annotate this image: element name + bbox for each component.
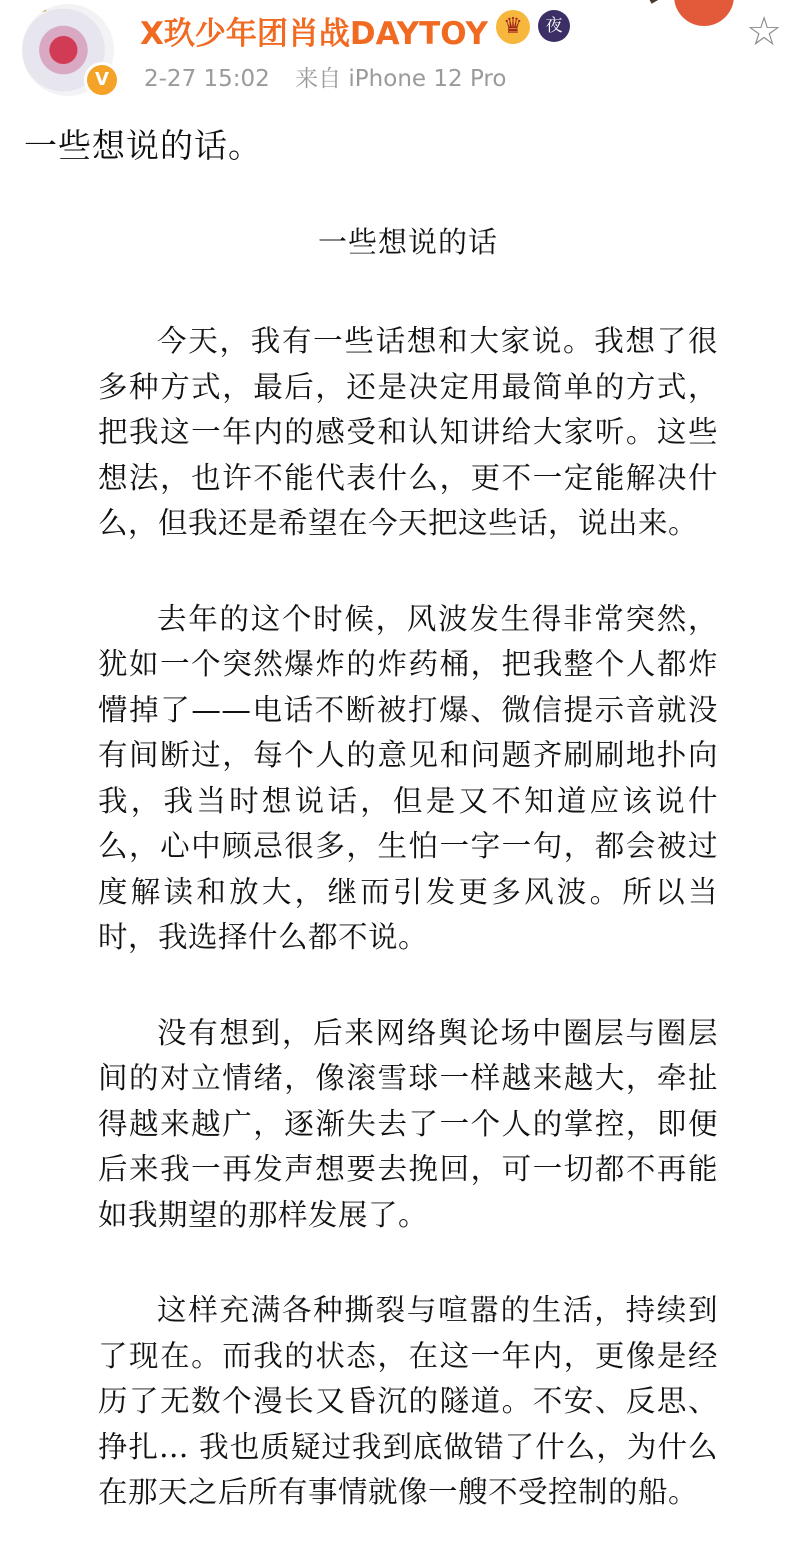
statement-paragraph: 今天，我有一些话想和大家说。我想了很多种方式，最后，还是决定用最简单的方式，把我这一年内的感受和认知讲给大家听。这些想法，也许不能代表什么，更不一定能解决什么，但我还是希望在今天把这些话，说出来。 [98,324,718,540]
statement-paragraph: 这样充满各种撕裂与喧嚣的生活，持续到了现在。而我的状态，在这一年内，更像是经历了无数个漫长又昏沉的隧道。不安、反思、挣扎... 我也质疑过我到底做错了什么，为什么在那天之后所有事情就像一艘不受控制的船。 [98,1293,718,1509]
favorite-star-icon[interactable]: ☆ [746,9,782,55]
statement-paragraph: 没有想到，后来网络舆论场中圈层与圈层间的对立情绪，像滚雪球一样越来越大，牵扯得越来越广，逐渐失去了一个人的掌控，即便后来我一再发声想要去挽回，可一切都不再能如我期望的那样发展了。 [98,1015,718,1232]
post-time: 2-27 15:02 [144,66,270,92]
night-badge-icon[interactable]: 夜 [538,10,570,42]
crown-badge-icon[interactable]: ♛ [496,10,530,44]
post-title: 一些想说的话。 [24,126,262,165]
post-header [0,0,800,110]
card-decoration-icon [642,0,742,40]
statement-heading: 一些想说的话 [317,225,498,259]
username[interactable]: X玖少年团肖战DAYTOY [140,16,488,52]
verified-badge-icon: V [84,62,120,98]
post-source: 来自 iPhone 12 Pro [295,66,507,92]
statement-image[interactable] [98,220,718,1566]
post-meta [144,60,506,93]
avatar-decoration [26,8,50,31]
statement-paragraph: 去年的这个时候，风波发生得非常突然，犹如一个突然爆炸的炸药桶，把我整个人都炸懵掉了——电话不断被打爆、微信提示音就没有间断过，每个人的意见和问题齐刷刷地扑向我，我当时想说话，但是又不知道应该说什么，心中顾忌很多，生怕一字一句，都会被过度解读和放大，继而引发更多风波。所以当时，我选择什么都不说。 [98,601,718,954]
